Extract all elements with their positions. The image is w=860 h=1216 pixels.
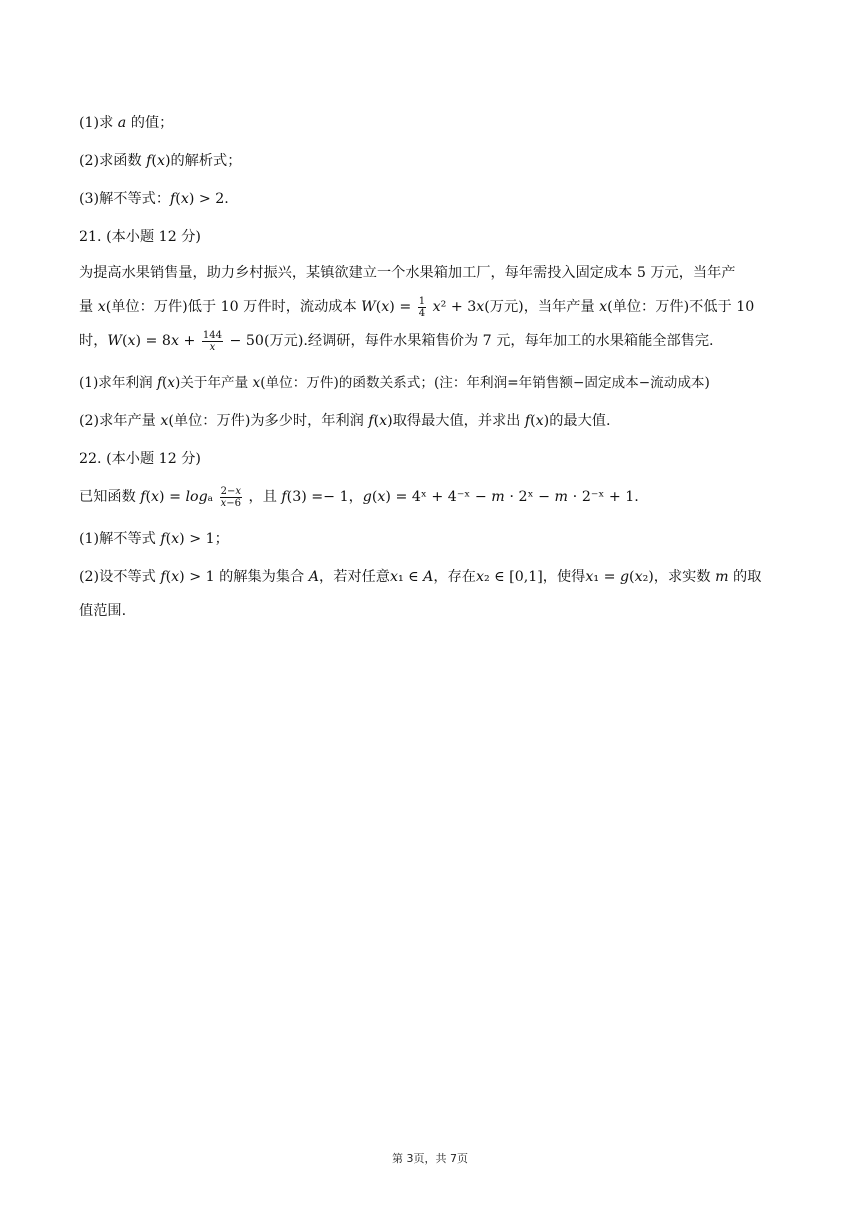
q22-stem-text-a: 已知函数 𝑓(𝑥) = 𝑙𝑜𝑔ₐ	[79, 489, 214, 505]
fraction-numerator: 2−𝑥	[220, 485, 242, 497]
q22-part2-line2: 值范围.	[79, 603, 127, 619]
page-content	[79, 110, 783, 628]
q21-line2-text-b: 𝑥² + 3𝑥(万元)，当年产量 𝑥(单位：万件)不低于 10	[432, 299, 755, 315]
q21-stem	[79, 256, 783, 358]
q22-heading: 22. (本小题 12 分)	[79, 451, 201, 467]
q22-stem	[79, 480, 783, 514]
q21-part2: (2)求年产量 𝑥(单位：万件)为多少时，年利润 𝑓(𝑥)取得最大值，并求出 𝑓(𝑥)的最大值.	[79, 413, 611, 429]
q20-part2: (2)求函数 𝑓(𝑥)的解析式；	[79, 153, 242, 169]
q21-line3-text-b: − 50(万元).经调研，每件水果箱售价为 7 元，每年加工的水果箱能全部售完.	[229, 333, 714, 349]
q20-part3: (3)解不等式：𝑓(𝑥) > 2.	[79, 191, 229, 207]
q21-part1: (1)求年利润 𝑓(𝑥)关于年产量 𝑥(单位：万件)的函数关系式；(注：年利润=年销售额−固定成本−流动成本)	[79, 375, 710, 391]
q22-stem-text-b: ，且 𝑓(3) =− 1，𝑔(𝑥) = 4ˣ + 4⁻ˣ − 𝑚 ⋅ 2ˣ − 𝑚 ⋅ 2⁻ˣ + 1.	[248, 489, 639, 505]
q22-part2	[79, 560, 783, 628]
q21-stem-line1: 为提高水果销售量，助力乡村振兴，某镇欲建立一个水果箱加工厂，每年需投入固定成本 5 万元，当年产	[79, 265, 736, 281]
fraction-numerator: 1	[418, 295, 426, 307]
q20-part1: (1)求 𝑎 的值；	[79, 115, 174, 131]
page-footer: 第 3页，共 7页	[392, 1152, 468, 1165]
fraction-log-argument	[220, 486, 242, 509]
q21-heading: 21. (本小题 12 分)	[79, 229, 201, 245]
q22-part2-line1: (2)设不等式 𝑓(𝑥) > 1 的解集为集合 𝐴，若对任意𝑥₁ ∈ 𝐴，存在𝑥₂ ∈ [0,1]，使得𝑥₁ = 𝑔(𝑥₂)，求实数 𝑚 的取	[79, 569, 762, 585]
q22-part1: (1)解不等式 𝑓(𝑥) > 1；	[79, 531, 229, 547]
fraction-denominator: 4	[418, 307, 426, 319]
q21-line2-text-a: 量 𝑥(单位：万件)低于 10 万件时，流动成本 𝑊(𝑥) =	[79, 299, 412, 315]
q21-line3-text-a: 时，𝑊(𝑥) = 8𝑥 +	[79, 333, 196, 349]
fraction-144-over-x	[202, 330, 223, 353]
fraction-denominator: 𝑥	[209, 341, 216, 353]
fraction-numerator: 144	[202, 329, 222, 341]
fraction-one-quarter	[418, 296, 426, 319]
fraction-denominator: 𝑥−6	[220, 497, 242, 509]
q21-stem-line3	[79, 324, 783, 358]
q21-stem-line2	[79, 290, 783, 324]
